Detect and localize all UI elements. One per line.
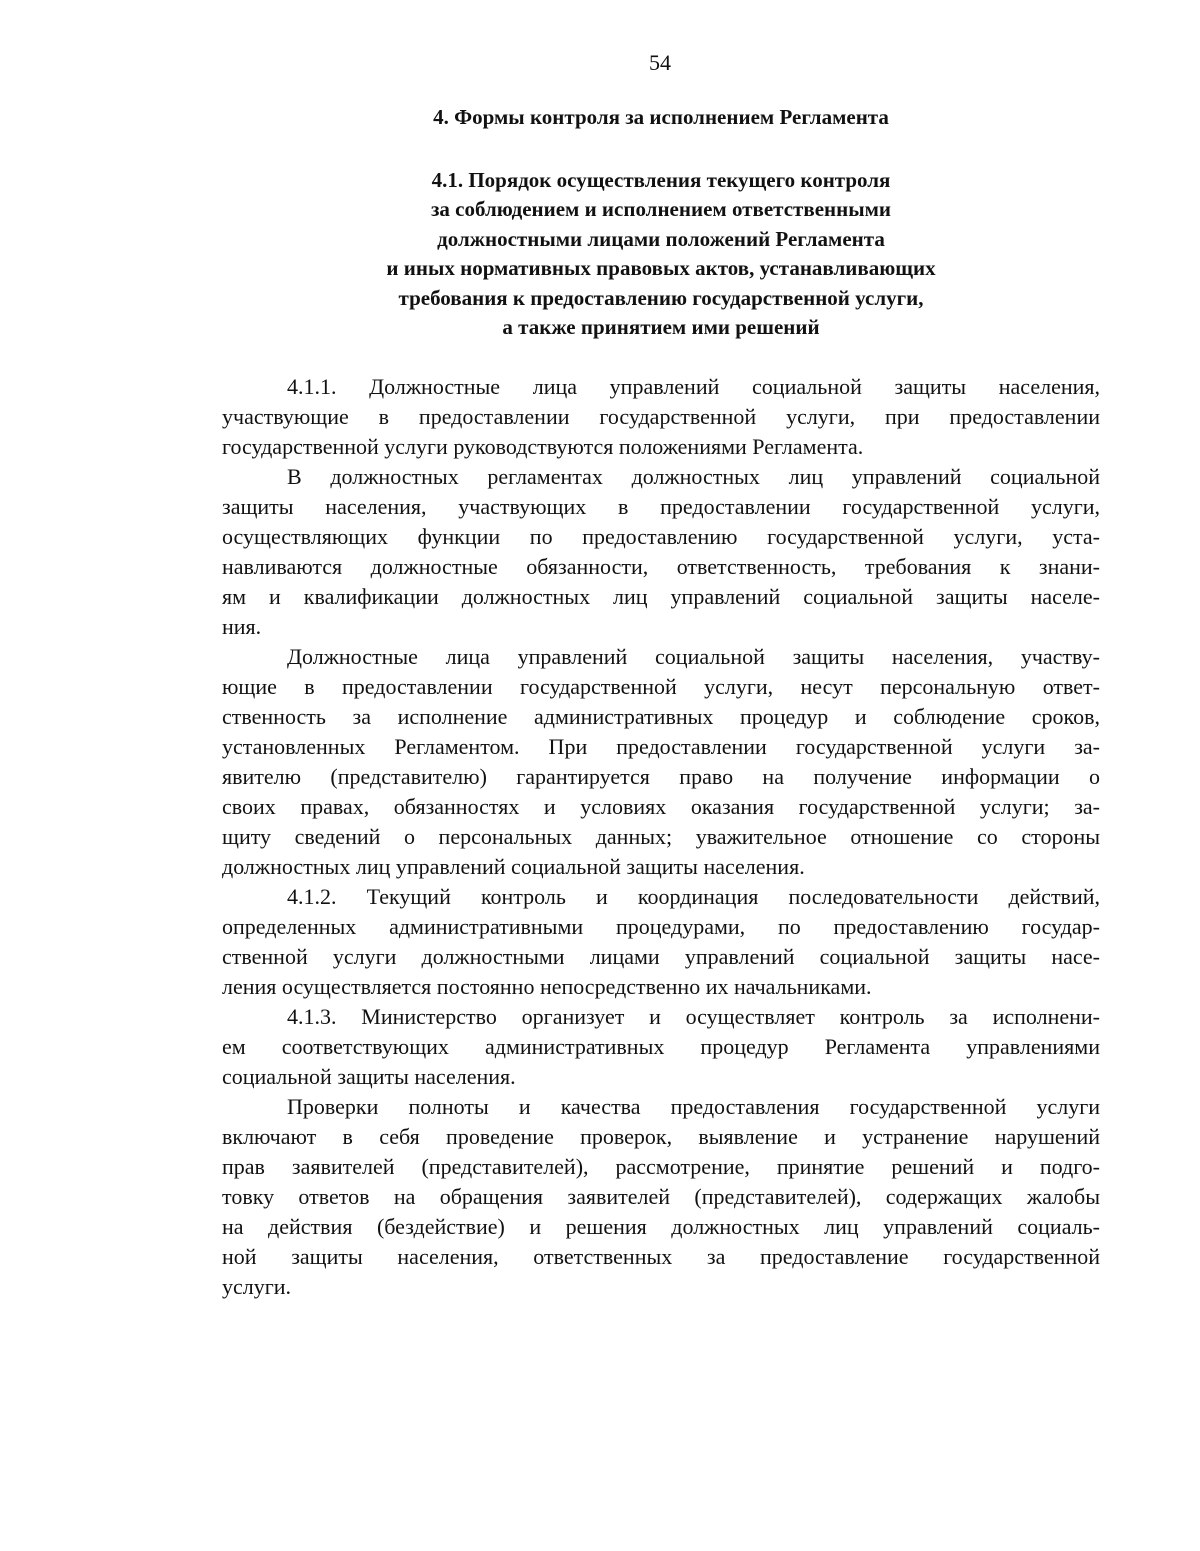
text-line: навливаются должностные обязанности, ответственность, требования к знани- (222, 554, 1100, 579)
text-line: защиты населения, участвующих в предоставлении государственной услуги, (222, 494, 1100, 519)
text-line: ям и квалификации должностных лиц управлений социальной защиты населе- (222, 584, 1100, 609)
text-line: 4.1.2. Текущий контроль и координация последовательности действий, (287, 884, 1100, 909)
text-line: ния. (222, 614, 262, 639)
text-line: должностных лиц управлений социальной защиты населения. (222, 854, 805, 879)
text-line: ственность за исполнение административных процедур и соблюдение сроков, (222, 704, 1100, 729)
text-line: ления осуществляется постоянно непосредственно их начальниками. (222, 974, 872, 999)
subsection-title-line: должностными лицами положений Регламента (437, 226, 885, 251)
text-line: включают в себя проведение проверок, выявление и устранение нарушений (222, 1124, 1100, 1149)
text-line: Проверки полноты и качества предоставления государственной услуги (287, 1094, 1100, 1119)
text-line: государственной услуги руководствуются положениями Регламента. (222, 434, 864, 459)
text-line: 4.1.3. Министерство организует и осуществляет контроль за исполнени- (287, 1004, 1100, 1029)
subsection-title-line: и иных нормативных правовых актов, устанавливающих (386, 256, 936, 281)
text-line: своих правах, обязанностях и условиях оказания государственной услуги; за- (222, 794, 1100, 819)
paragraph-4-1-2 (222, 882, 1100, 1002)
text-line: товку ответов на обращения заявителей (представителей), содержащих жалобы (222, 1184, 1100, 1209)
paragraph-inspections (222, 1092, 1100, 1302)
text-line: определенных административными процедурами, по предоставлению государ- (222, 914, 1100, 939)
text-line: ной защиты населения, ответственных за предоставление государственной (222, 1244, 1100, 1269)
paragraph-4-1-1 (222, 372, 1100, 462)
text-line: услуги. (222, 1274, 292, 1299)
text-line: щиту сведений о персональных данных; уважительное отношение со стороны (222, 824, 1100, 849)
text-line: ственной услуги должностными лицами управлений социальной защиты насе- (222, 944, 1100, 969)
text-line: В должностных регламентах должностных лиц управлений социальной (287, 464, 1100, 489)
subsection-title-line: 4.1. Порядок осуществления текущего контроля (431, 168, 891, 192)
paragraph-4-1-3 (222, 1002, 1100, 1092)
text-line: на действия (бездействие) и решения должностных лиц управлений социаль- (222, 1214, 1100, 1239)
paragraph-responsibility (222, 642, 1100, 882)
text-line: ющие в предоставлении государственной услуги, несут персональную ответ- (222, 674, 1100, 699)
text-line: участвующие в предоставлении государственной услуги, при предоставлении (222, 404, 1100, 429)
paragraph-job-regulations (222, 462, 1100, 642)
subsection-title (222, 166, 1100, 342)
body-text (222, 372, 1100, 1302)
subsection-title-line: а также принятием ими решений (502, 315, 820, 340)
page-number: 54 (649, 50, 671, 75)
text-line: установленных Регламентом. При предоставлении государственной услуги за- (222, 734, 1100, 759)
subsection-title-line: требования к предоставлению государственной услуги, (398, 285, 924, 310)
section-title: 4. Формы контроля за исполнением Регламента (433, 105, 889, 129)
subsection-title-line: за соблюдением и исполнением ответственными (430, 197, 892, 222)
text-line: ем соответствующих административных процедур Регламента управлениями (222, 1034, 1100, 1059)
text-line: 4.1.1. Должностные лица управлений социальной защиты населения, (287, 374, 1100, 399)
text-line: явителю (представителю) гарантируется право на получение информации о (222, 764, 1100, 789)
text-line: прав заявителей (представителей), рассмотрение, принятие решений и подго- (222, 1154, 1100, 1179)
text-line: Должностные лица управлений социальной защиты населения, участву- (287, 644, 1100, 669)
text-line: социальной защиты населения. (222, 1064, 516, 1089)
text-line: осуществляющих функции по предоставлению государственной услуги, уста- (222, 524, 1100, 549)
